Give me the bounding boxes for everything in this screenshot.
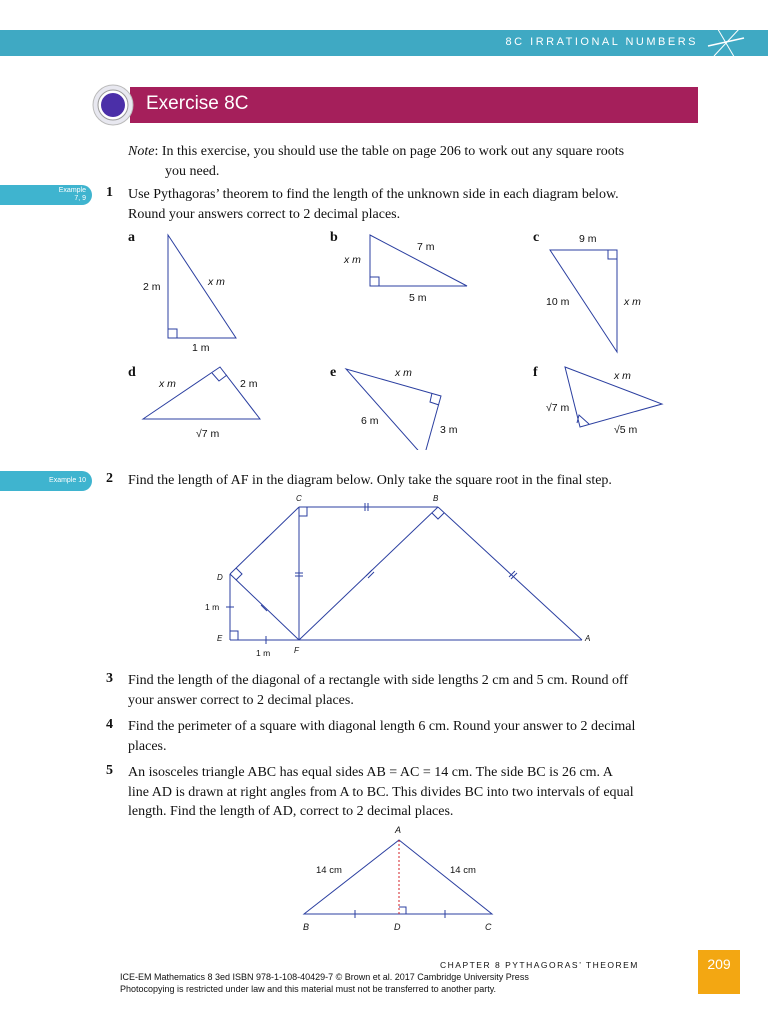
diagram-c-label: c	[533, 230, 540, 245]
tri-label-A: A	[395, 825, 402, 835]
b-side-3: 5 m	[409, 292, 427, 304]
chapter-footer: CHAPTER 8 PYTHAGORAS’ THEOREM	[440, 960, 639, 970]
c-side-3: x m	[624, 296, 641, 308]
a-side-2: x m	[208, 276, 225, 288]
q3-text	[128, 671, 708, 710]
tri-label-C: C	[485, 922, 492, 932]
example-tab-10-label: Example 10	[49, 477, 86, 484]
note-text: : In this exercise, you should use the table on page 206 to work out any square roots	[154, 144, 625, 159]
q5-line1: An isosceles triangle ABC has equal sides AB = AC = 14 cm. The side BC is 26 cm. A	[128, 765, 613, 780]
right-angle-B	[432, 513, 444, 519]
d-side-2: 2 m	[240, 378, 258, 390]
diagram-f-label: f	[533, 365, 538, 380]
tri-label-B: B	[303, 922, 310, 932]
exercise-title: Exercise 8C	[146, 93, 249, 114]
q2-text: Find the length of AF in the diagram below. Only take the square root in the final step.	[128, 473, 612, 488]
diagram-e-label: e	[330, 365, 337, 380]
a-side-3: 1 m	[192, 342, 210, 354]
b-side-1: 7 m	[417, 241, 435, 253]
note-label: Note	[128, 144, 155, 159]
q5-diagram	[0, 820, 768, 935]
example-tab-line2: 7, 9	[74, 195, 86, 202]
page-number: 209	[698, 950, 740, 994]
f-side-2: √7 m	[546, 402, 570, 414]
example-tab-line1: Example	[58, 187, 86, 194]
d-side-3: √7 m	[196, 428, 220, 440]
f-side-1: x m	[614, 370, 631, 382]
section-title: 8C IRRATIONAL NUMBERS	[505, 36, 698, 48]
label-B: B	[433, 494, 439, 503]
footer-line2: Photocopying is restricted under law and this material must not be transferred to another party.	[120, 984, 497, 994]
label-E: E	[217, 634, 223, 643]
note-text-2: you need.	[165, 163, 220, 179]
edge-BA	[438, 507, 582, 640]
c-side-2: 10 m	[546, 296, 570, 308]
triangle-a	[168, 235, 236, 338]
diagram-b-label: b	[330, 230, 338, 245]
edge-DF	[230, 574, 299, 640]
side-AC-label: 14 cm	[450, 865, 476, 876]
dim-EF: 1 m	[256, 648, 271, 658]
q4-line2: places.	[128, 738, 167, 754]
label-A: A	[585, 634, 591, 643]
right-angle-a	[168, 329, 177, 338]
right-angle-D	[236, 568, 242, 580]
q5-line3: length. Find the length of AD, correct to 2 decimal places.	[128, 804, 454, 819]
right-angle-d	[212, 373, 227, 381]
e-side-1: x m	[395, 367, 412, 379]
q1-diagrams	[0, 0, 768, 450]
dim-DE: 1 m	[205, 602, 220, 612]
label-F: F	[294, 646, 299, 655]
b-side-2: x m	[344, 254, 361, 266]
right-angle-c	[608, 250, 617, 259]
f-side-3: √5 m	[614, 424, 638, 436]
q4-number: 4	[106, 717, 113, 732]
label-D: D	[217, 573, 223, 582]
right-angle-E	[230, 631, 238, 640]
right-angle-D	[399, 907, 406, 914]
e-side-2: 6 m	[361, 415, 379, 427]
right-angle-b	[370, 277, 379, 286]
q3-line1: Find the length of the diagonal of a rectangle with side lengths 2 cm and 5 cm. Round off	[128, 673, 629, 688]
a-side-1: 2 m	[143, 281, 161, 293]
q5-text	[128, 763, 708, 822]
tri-label-D: D	[394, 922, 401, 932]
q2-number: 2	[106, 471, 113, 486]
q5-number: 5	[106, 763, 113, 778]
q3-number: 3	[106, 671, 113, 686]
triangle-e	[346, 369, 441, 450]
triangle-d	[143, 367, 260, 419]
e-side-3: 3 m	[440, 424, 458, 436]
q1-line2: Round your answers correct to 2 decimal places.	[128, 206, 401, 222]
diagram-d-label: d	[128, 365, 136, 380]
footer-line1: ICE-EM Mathematics 8 3ed ISBN 978-1-108-40429-7 © Brown et al. 2017 Cambridge University Press	[120, 972, 529, 982]
triangle-ABC	[304, 840, 492, 914]
q4-line1: Find the perimeter of a square with diagonal length 6 cm. Round your answer to 2 decimal	[128, 719, 636, 734]
q3-line2: your answer correct to 2 decimal places.	[128, 692, 354, 708]
q1-number: 1	[106, 185, 113, 200]
d-side-1: x m	[159, 378, 176, 390]
label-C: C	[296, 494, 302, 503]
q2-diagram	[0, 490, 768, 665]
q5-line2: line AD is drawn at right angles from A to BC. This divides BC into two intervals of equal	[128, 784, 634, 800]
q1-line1: Use Pythagoras’ theorem to find the length of the unknown side in each diagram below.	[128, 187, 619, 202]
side-AB-label: 14 cm	[316, 865, 342, 876]
example-tab-10[interactable]	[0, 471, 92, 491]
right-angle-C	[299, 507, 307, 516]
diagram-a-label: a	[128, 230, 135, 245]
c-side-1: 9 m	[579, 233, 597, 245]
q4-text	[128, 717, 708, 756]
